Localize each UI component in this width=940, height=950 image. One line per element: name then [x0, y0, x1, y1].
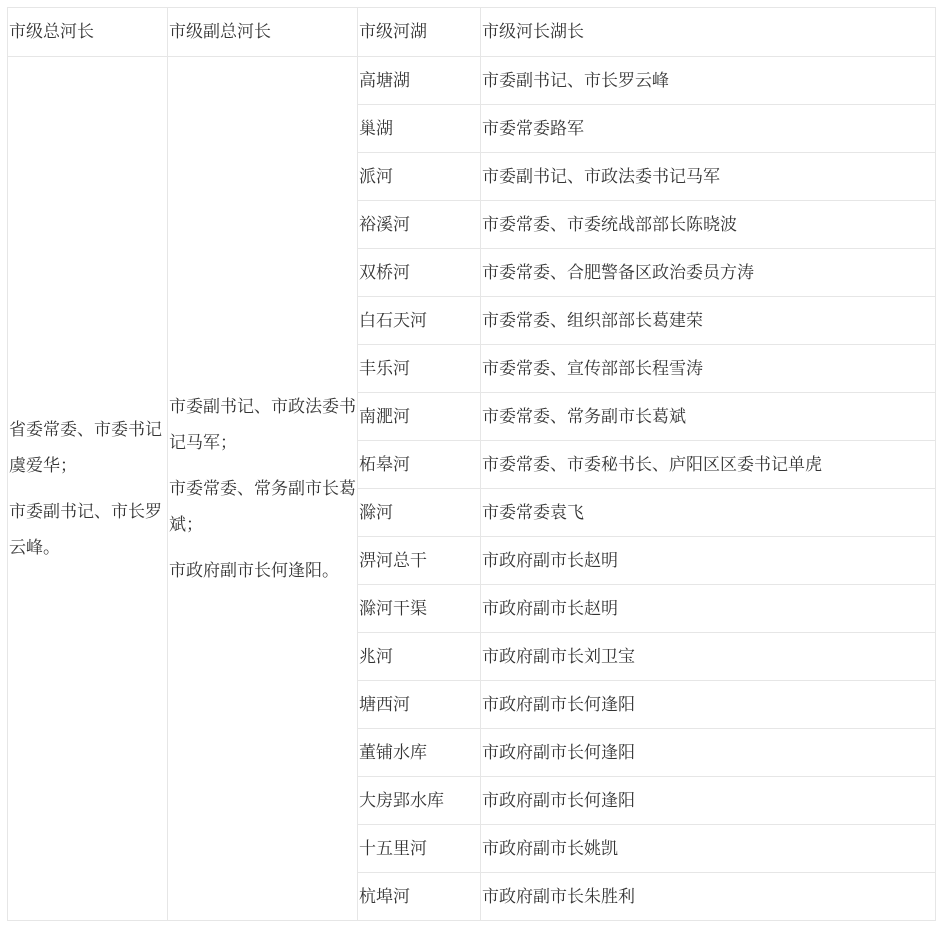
chief-cell: [8, 57, 168, 921]
deputy-cell: [168, 57, 358, 921]
header-deputy: 市级副总河长: [168, 8, 358, 57]
leader-cell: 市委常委、市委秘书长、庐阳区区委书记单虎: [481, 441, 936, 489]
deputy-line: 市政府副市长何逢阳。: [169, 560, 339, 581]
chief-line: 省委常委、市委书记虞爱华；: [9, 419, 162, 476]
river-cell: 派河: [358, 153, 481, 201]
river-cell: 塘西河: [358, 681, 481, 729]
leader-cell: 市政府副市长朱胜利: [481, 873, 936, 921]
leader-cell: 市委副书记、市政法委书记马军: [481, 153, 936, 201]
header-chief: 市级总河长: [8, 8, 168, 57]
river-cell: 大房郢水库: [358, 777, 481, 825]
leader-cell: 市政府副市长赵明: [481, 537, 936, 585]
deputy-line: 市委副书记、市政法委书记马军；: [169, 396, 356, 453]
river-cell: 滁河: [358, 489, 481, 537]
river-cell: 十五里河: [358, 825, 481, 873]
river-cell: 裕溪河: [358, 201, 481, 249]
river-cell: 巢湖: [358, 105, 481, 153]
table-row: [8, 57, 936, 105]
leader-cell: 市委常委、合肥警备区政治委员方涛: [481, 249, 936, 297]
leader-cell: 市委常委、宣传部部长程雪涛: [481, 345, 936, 393]
chief-line: 市委副书记、市长罗云峰。: [9, 501, 162, 558]
river-cell: 双桥河: [358, 249, 481, 297]
leader-cell: 市政府副市长何逢阳: [481, 681, 936, 729]
table-header-row: [8, 8, 936, 57]
river-chief-table: [7, 7, 936, 921]
leader-cell: 市政府副市长赵明: [481, 585, 936, 633]
leader-cell: 市委副书记、市长罗云峰: [481, 57, 936, 105]
deputy-line: 市委常委、常务副市长葛斌；: [169, 478, 356, 535]
header-river: 市级河湖: [358, 8, 481, 57]
river-cell: 滁河干渠: [358, 585, 481, 633]
river-cell: 丰乐河: [358, 345, 481, 393]
leader-cell: 市委常委路军: [481, 105, 936, 153]
leader-cell: 市委常委袁飞: [481, 489, 936, 537]
river-cell: 兆河: [358, 633, 481, 681]
leader-cell: 市政府副市长刘卫宝: [481, 633, 936, 681]
river-cell: 董铺水库: [358, 729, 481, 777]
river-cell: 淠河总干: [358, 537, 481, 585]
table-body: [8, 57, 936, 921]
leader-cell: 市政府副市长姚凯: [481, 825, 936, 873]
leader-cell: 市委常委、市委统战部部长陈晓波: [481, 201, 936, 249]
river-cell: 南淝河: [358, 393, 481, 441]
leader-cell: 市委常委、常务副市长葛斌: [481, 393, 936, 441]
river-cell: 柘皋河: [358, 441, 481, 489]
river-cell: 白石天河: [358, 297, 481, 345]
header-leader: 市级河长湖长: [481, 8, 936, 57]
river-cell: 高塘湖: [358, 57, 481, 105]
leader-cell: 市委常委、组织部部长葛建荣: [481, 297, 936, 345]
river-cell: 杭埠河: [358, 873, 481, 921]
leader-cell: 市政府副市长何逢阳: [481, 777, 936, 825]
leader-cell: 市政府副市长何逢阳: [481, 729, 936, 777]
